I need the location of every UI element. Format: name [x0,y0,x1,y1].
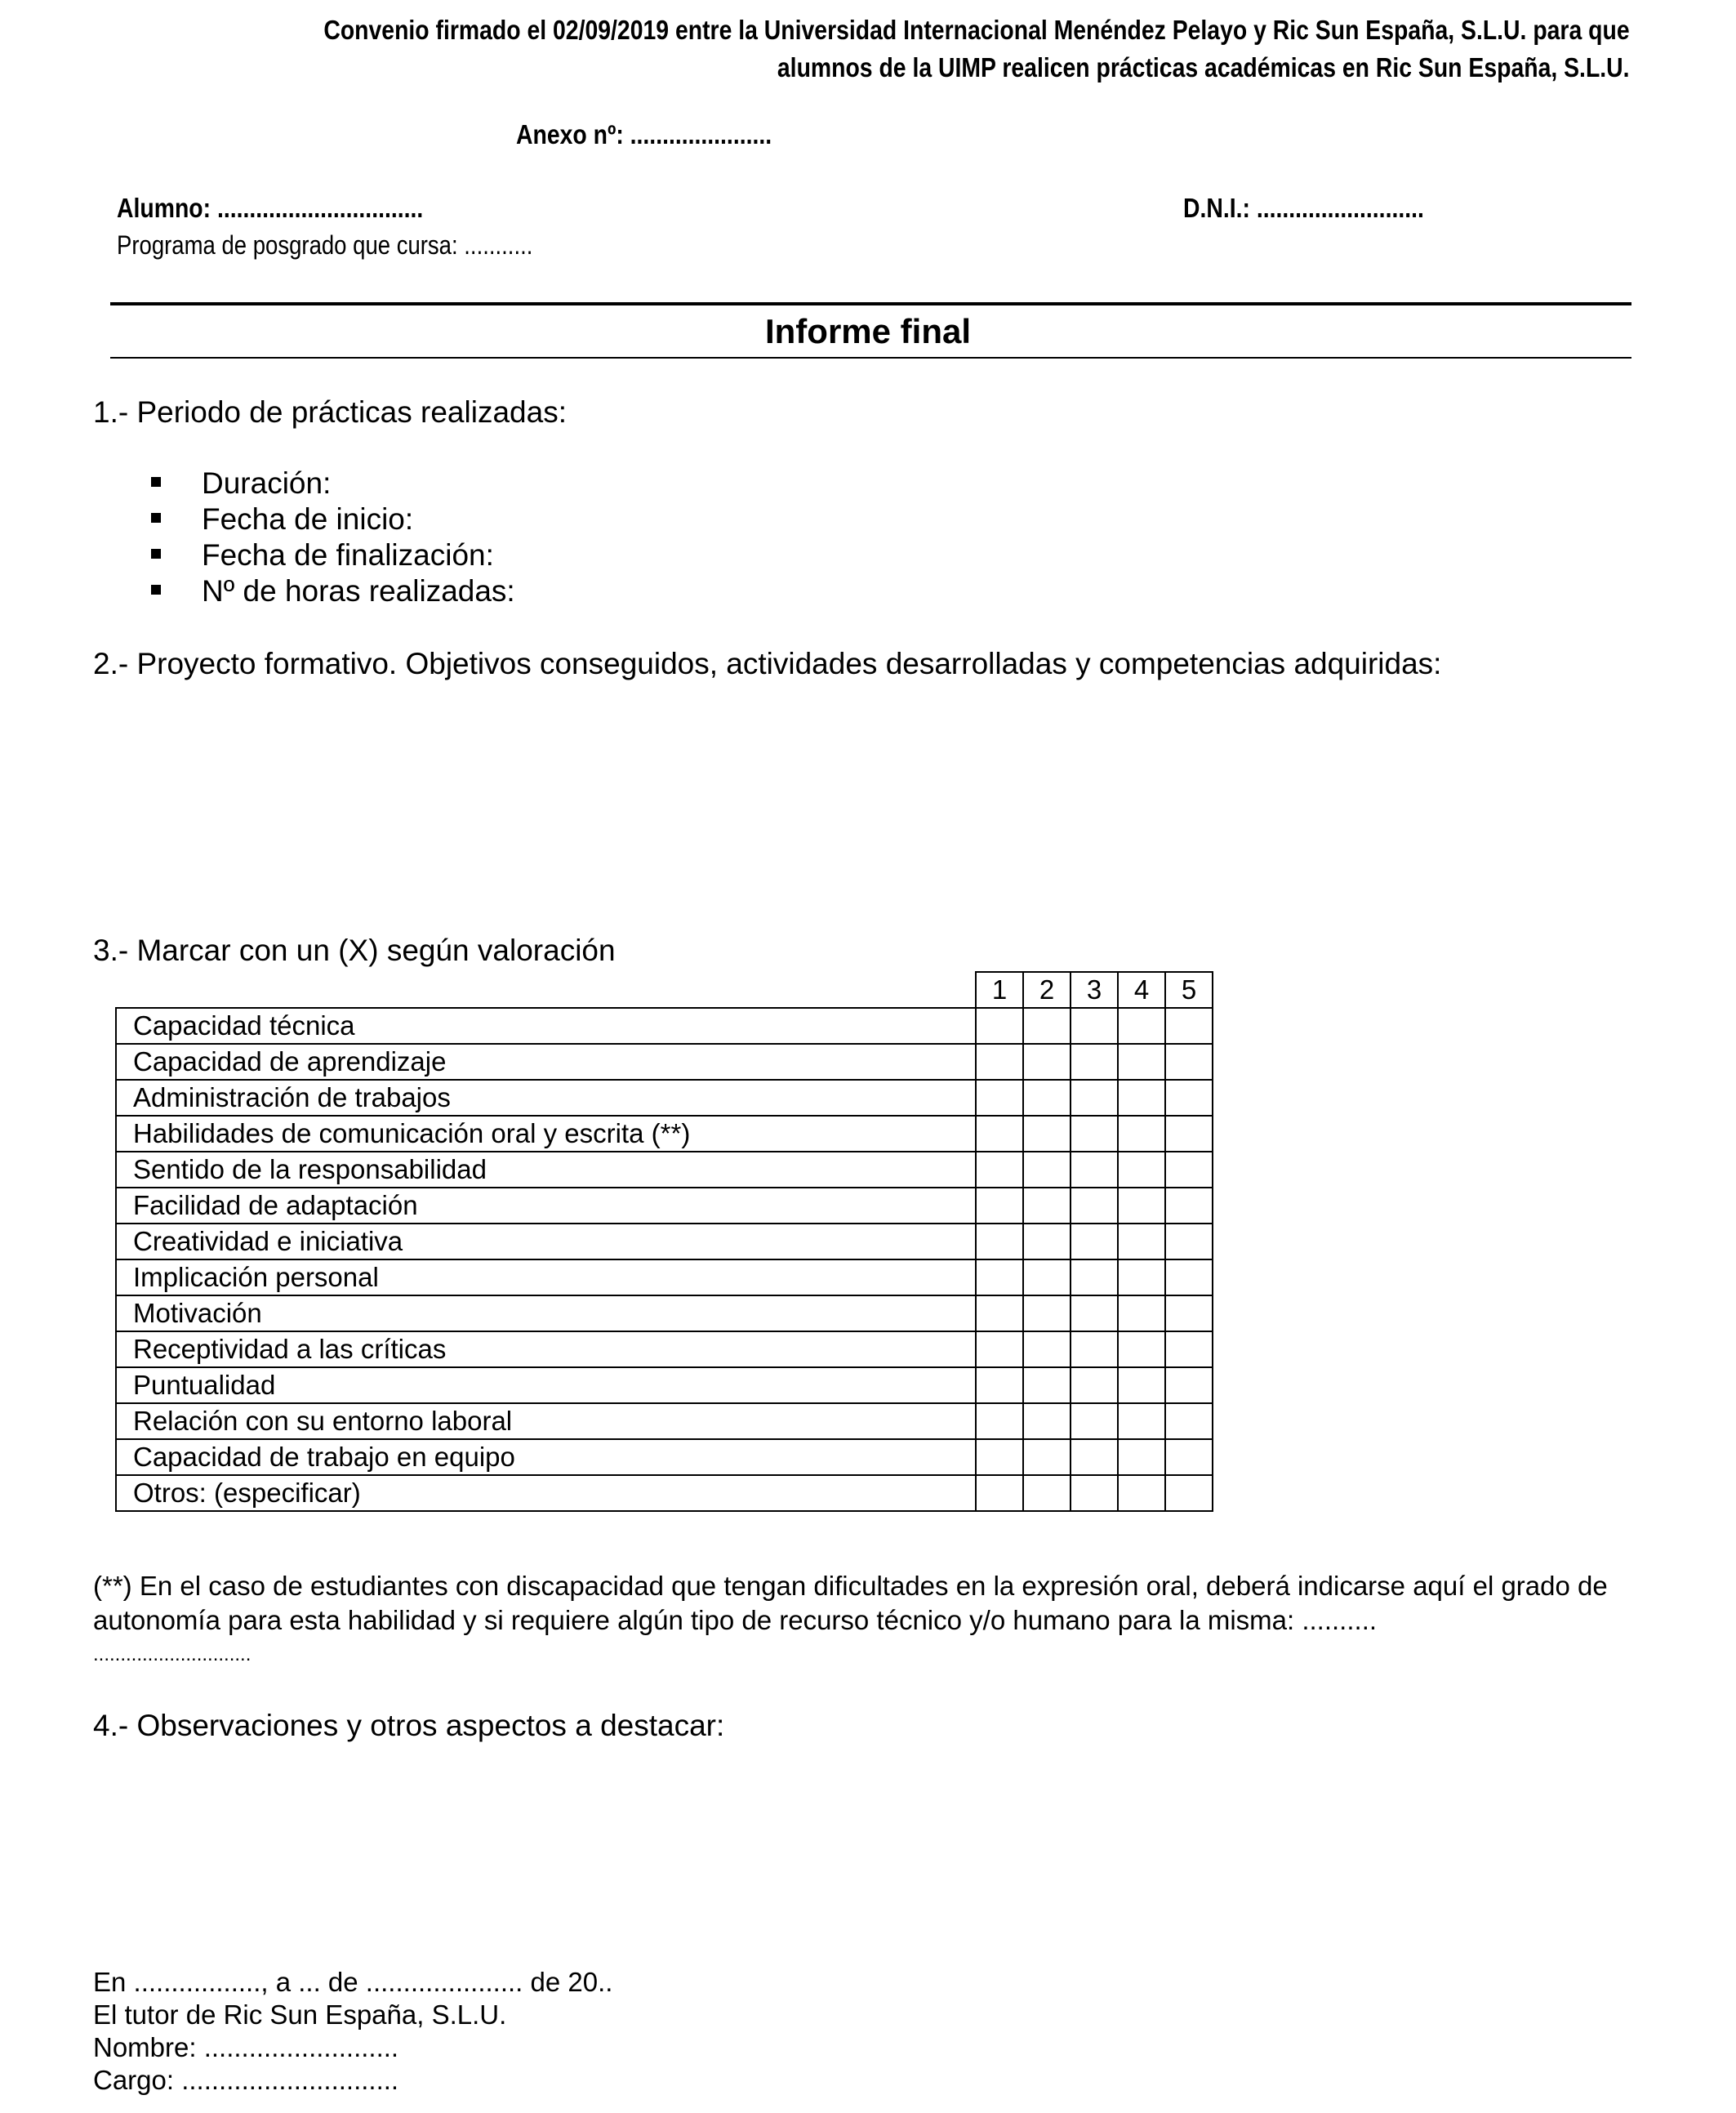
criterion-label: Sentido de la responsabilidad [116,1152,976,1188]
rating-header-spacer [116,972,976,1008]
rating-cell-5[interactable] [1165,1295,1213,1331]
rating-table [115,971,1213,1512]
rating-cell-4[interactable] [1118,1331,1165,1367]
rating-cell-4[interactable] [1118,1259,1165,1295]
table-row [116,1224,1213,1259]
rating-cell-4[interactable] [1118,1475,1165,1511]
scale-header-1: 1 [976,972,1023,1008]
rating-cell-2[interactable] [1023,1188,1071,1224]
rating-cell-1[interactable] [976,1080,1023,1116]
criterion-label: Receptividad a las críticas [116,1331,976,1367]
cargo-field: Cargo: ............................. [93,2065,399,2095]
list-item: Nº de horas realizadas: [151,574,515,608]
rating-cell-1[interactable] [976,1439,1023,1475]
section-3-heading: 3.- Marcar con un (X) según valoración [93,934,616,967]
rating-scale-row [116,972,1213,1008]
rating-cell-2[interactable] [1023,1080,1071,1116]
rating-cell-1[interactable] [976,1295,1023,1331]
rating-cell-5[interactable] [1165,1008,1213,1044]
rating-cell-1[interactable] [976,1403,1023,1439]
rating-cell-4[interactable] [1118,1188,1165,1224]
table-row [116,1331,1213,1367]
rating-cell-2[interactable] [1023,1116,1071,1152]
rating-cell-1[interactable] [976,1331,1023,1367]
rating-cell-5[interactable] [1165,1224,1213,1259]
rating-cell-3[interactable] [1071,1439,1118,1475]
rating-cell-2[interactable] [1023,1008,1071,1044]
nombre-field: Nombre: .......................... [93,2032,399,2062]
rating-cell-4[interactable] [1118,1116,1165,1152]
rating-cell-4[interactable] [1118,1080,1165,1116]
rating-cell-1[interactable] [976,1044,1023,1080]
rating-cell-5[interactable] [1165,1188,1213,1224]
criterion-label: Puntualidad [116,1367,976,1403]
bullet-icon [151,477,161,487]
criterion-label: Capacidad de aprendizaje [116,1044,976,1080]
list-item: Duración: [151,466,331,501]
table-row [116,1044,1213,1080]
criterion-label: Capacidad de trabajo en equipo [116,1439,976,1475]
rating-cell-2[interactable] [1023,1475,1071,1511]
table-row [116,1188,1213,1224]
rating-cell-5[interactable] [1165,1152,1213,1188]
rating-cell-3[interactable] [1071,1331,1118,1367]
rating-cell-5[interactable] [1165,1259,1213,1295]
criterion-label: Motivación [116,1295,976,1331]
table-row [116,1403,1213,1439]
rating-cell-4[interactable] [1118,1152,1165,1188]
criterion-label: Capacidad técnica [116,1008,976,1044]
rating-cell-3[interactable] [1071,1403,1118,1439]
table-row [116,1116,1213,1152]
list-item: Fecha de inicio: [151,502,413,537]
rating-cell-3[interactable] [1071,1080,1118,1116]
title-top-rule [110,302,1631,305]
rating-cell-5[interactable] [1165,1367,1213,1403]
criterion-label: Implicación personal [116,1259,976,1295]
rating-cell-5[interactable] [1165,1080,1213,1116]
bullet-icon [151,585,161,595]
rating-cell-1[interactable] [976,1475,1023,1511]
rating-cell-2[interactable] [1023,1439,1071,1475]
alumno-field: Alumno: ................................ [117,193,424,223]
rating-cell-5[interactable] [1165,1331,1213,1367]
rating-cell-1[interactable] [976,1188,1023,1224]
header-line-1: Convenio firmado el 02/09/2019 entre la Universidad Internacional Menéndez Pelayo y Ric Sun España, S.L.U. para que [323,15,1630,45]
section-1-heading: 1.- Periodo de prácticas realizadas: [93,395,567,429]
section-2-heading: 2.- Proyecto formativo. Objetivos conseguidos, actividades desarrolladas y competencias adquiridas: [93,647,1442,680]
rating-cell-4[interactable] [1118,1403,1165,1439]
title-bottom-rule [110,357,1631,359]
bullet-icon [151,513,161,523]
anexo-number: Anexo nº: ...................... [516,119,772,149]
rating-cell-3[interactable] [1071,1367,1118,1403]
rating-cell-4[interactable] [1118,1044,1165,1080]
rating-cell-4[interactable] [1118,1008,1165,1044]
scale-header-4: 4 [1118,972,1165,1008]
table-row [116,1475,1213,1511]
table-row [116,1439,1213,1475]
rating-cell-1[interactable] [976,1008,1023,1044]
rating-cell-3[interactable] [1071,1008,1118,1044]
rating-cell-5[interactable] [1165,1439,1213,1475]
rating-cell-2[interactable] [1023,1367,1071,1403]
page-title: Informe final [764,312,972,350]
bullet-icon [151,549,161,559]
rating-cell-3[interactable] [1071,1224,1118,1259]
rating-cell-2[interactable] [1023,1044,1071,1080]
criterion-label: Otros: (especificar) [116,1475,976,1511]
rating-cell-4[interactable] [1118,1224,1165,1259]
rating-cell-1[interactable] [976,1224,1023,1259]
section-4-heading: 4.- Observaciones y otros aspectos a destacar: [93,1709,725,1742]
footnote-line-1: (**) En el caso de estudiantes con discapacidad que tengan dificultades en la expresión oral, deberá indicarse aquí el grado de [93,1571,1608,1601]
rating-cell-1[interactable] [976,1259,1023,1295]
list-item: Fecha de finalización: [151,538,494,573]
criterion-label: Administración de trabajos [116,1080,976,1116]
rating-cell-3[interactable] [1071,1259,1118,1295]
rating-cell-3[interactable] [1071,1044,1118,1080]
rating-cell-5[interactable] [1165,1116,1213,1152]
rating-cell-3[interactable] [1071,1295,1118,1331]
rating-cell-2[interactable] [1023,1224,1071,1259]
table-row [116,1367,1213,1403]
dni-field: D.N.I.: .......................... [1183,193,1424,223]
footnote-line-3: ............................. [93,1643,251,1665]
criterion-label: Facilidad de adaptación [116,1188,976,1224]
rating-cell-5[interactable] [1165,1475,1213,1511]
scale-header-2: 2 [1023,972,1071,1008]
rating-cell-4[interactable] [1118,1367,1165,1403]
rating-cell-2[interactable] [1023,1152,1071,1188]
criterion-label: Relación con su entorno laboral [116,1403,976,1439]
rating-cell-2[interactable] [1023,1331,1071,1367]
place-date-line: En ................., a ... de ..................... de 20.. [93,1967,613,1997]
rating-cell-1[interactable] [976,1367,1023,1403]
rating-cell-2[interactable] [1023,1295,1071,1331]
table-row [116,1295,1213,1331]
programa-field: Programa de posgrado que cursa: ........... [117,230,533,260]
header-line-2: alumnos de la UIMP realicen prácticas académicas en Ric Sun España, S.L.U. [777,52,1630,82]
table-row [116,1080,1213,1116]
rating-cell-1[interactable] [976,1116,1023,1152]
rating-cell-5[interactable] [1165,1044,1213,1080]
rating-cell-3[interactable] [1071,1152,1118,1188]
rating-cell-3[interactable] [1071,1188,1118,1224]
criterion-label: Habilidades de comunicación oral y escrita (**) [116,1116,976,1152]
footnote-line-2: autonomía para esta habilidad y si requiere algún tipo de recurso técnico y/o humano para la misma: .......... [93,1605,1378,1635]
table-row [116,1259,1213,1295]
rating-cell-4[interactable] [1118,1439,1165,1475]
rating-cell-5[interactable] [1165,1403,1213,1439]
rating-cell-2[interactable] [1023,1259,1071,1295]
rating-cell-4[interactable] [1118,1295,1165,1331]
tutor-line: El tutor de Ric Sun España, S.L.U. [93,1999,507,2030]
scale-header-3: 3 [1071,972,1118,1008]
rating-cell-1[interactable] [976,1152,1023,1188]
table-row [116,1152,1213,1188]
criterion-label: Creatividad e iniciativa [116,1224,976,1259]
table-row [116,1008,1213,1044]
rating-cell-3[interactable] [1071,1116,1118,1152]
rating-cell-2[interactable] [1023,1403,1071,1439]
scale-header-5: 5 [1165,972,1213,1008]
rating-cell-3[interactable] [1071,1475,1118,1511]
